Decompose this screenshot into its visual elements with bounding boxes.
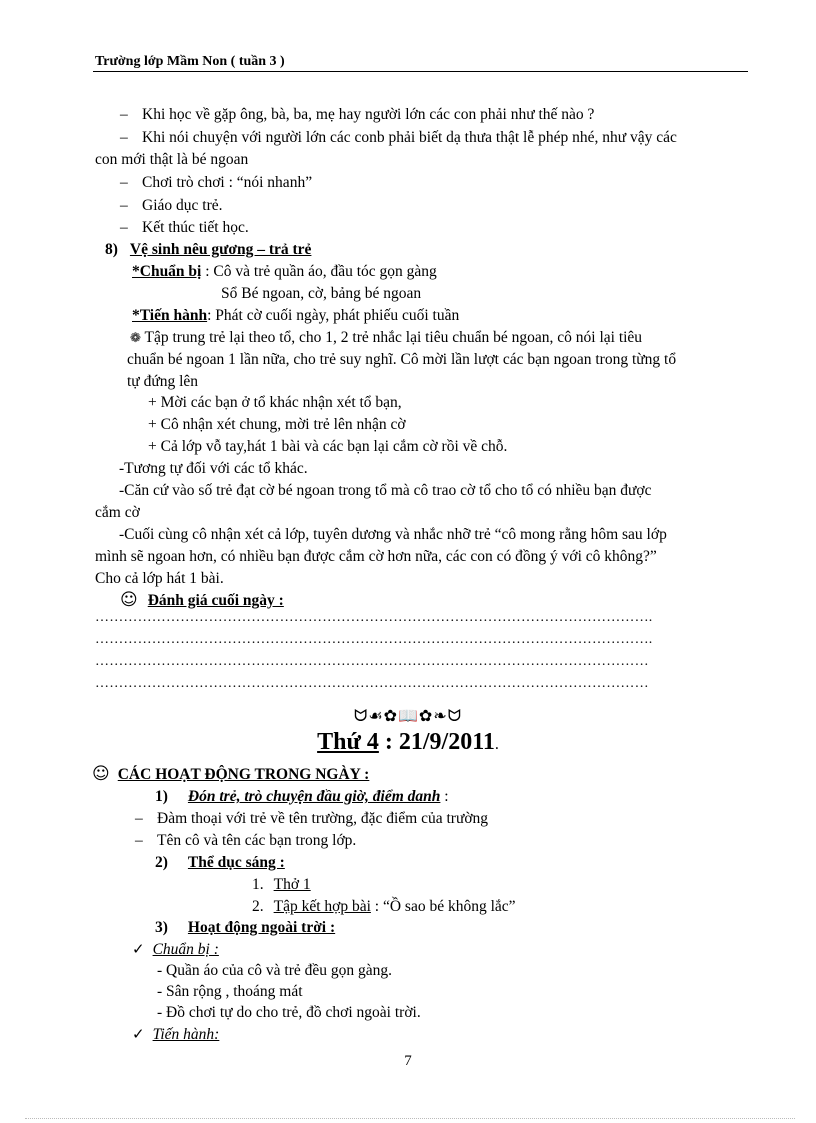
checklist-label: Chuẩn bị : [152, 941, 219, 958]
paragraph-line: cắm cờ [95, 504, 140, 521]
subsection-heading [155, 918, 335, 938]
dash-icon: – [135, 832, 143, 849]
day-title [0, 729, 816, 756]
dotted-line: ………………………………………………………………………………………………………. [95, 632, 653, 647]
dash-icon: – [120, 129, 128, 146]
activities-heading-text: CÁC HOẠT ĐỘNG TRONG NGÀY : [117, 766, 370, 783]
paragraph-text: Tập trung trẻ lại theo tổ, cho 1, 2 trẻ nhắc lại tiêu chuẩn bé ngoan, cô nói lại tiêu [140, 329, 643, 346]
list-item [120, 128, 677, 148]
subsection-title: Hoạt động ngoài trời : [187, 919, 336, 936]
checklist-heading [132, 1024, 219, 1045]
prep-item: - Đồ chơi tự do cho trẻ, đồ chơi ngoài trời. [157, 1004, 421, 1021]
prep-item: - Sân rộng , thoáng mát [157, 983, 303, 1000]
list-item-text: Tên cô và tên các bạn trong lớp. [157, 832, 357, 849]
plus-item: + Cả lớp vỗ tay,hát 1 bài và các bạn lại cắm cờ rồi về chỗ. [148, 438, 508, 455]
page-header-title: Trường lớp Mầm Non ( tuần 3 ) [95, 54, 285, 69]
evaluation-label: Đánh giá cuối ngày : [147, 592, 284, 609]
checklist-heading [132, 939, 219, 960]
section-number: 8) [105, 241, 118, 258]
paragraph-line: chuẩn bé ngoan 1 lần nữa, cho trẻ suy nghĩ. Cô mời lần lượt các bạn ngoan trong từng tổ [127, 351, 677, 368]
paragraph-line: Cho cả lớp hát 1 bài. [95, 570, 224, 587]
prep-text: : Cô và trẻ quần áo, đầu tóc gọn gàng [201, 263, 437, 280]
checklist-label: Tiến hành: [152, 1026, 220, 1043]
day-label: Thứ 4 [317, 729, 379, 755]
dash-icon: – [120, 106, 128, 123]
list-item-text: Khi nói chuyện với người lớn các conb phải biết dạ thưa thật lễ phép nhé, như vậy các [142, 129, 677, 146]
subsection-number: 2) [155, 854, 168, 871]
paragraph-line: -Căn cứ vào số trẻ đạt cờ bé ngoan trong tổ mà cô trao cờ tổ cho tổ có nhiều bạn được [119, 482, 652, 499]
prep-line [132, 262, 437, 282]
list-item-text: Đàm thoại với trẻ về tên trường, đặc điểm của trường [157, 810, 489, 827]
list-item-text: Khi học về gặp ông, bà, ba, mẹ hay người lớn các con phải như thế nào ? [142, 106, 595, 123]
list-item [135, 831, 356, 851]
subsection-number: 3) [155, 919, 168, 936]
day-date: : 21/9/2011 [378, 729, 495, 755]
paragraph [130, 328, 642, 349]
item-text: Thở 1 [273, 876, 311, 893]
subsection-title: Thể dục sáng : [187, 854, 285, 871]
dotted-line: ……………………………………………………………………………………………………… [95, 654, 649, 669]
dash-icon: – [135, 810, 143, 827]
dash-icon: – [120, 174, 128, 191]
day-trail: . [494, 736, 499, 753]
list-item [120, 218, 249, 238]
item-text: : “Ồ sao bé không lắc” [370, 898, 516, 915]
activities-heading [92, 764, 369, 785]
numbered-item [252, 875, 311, 895]
flower-icon: ❁ [130, 331, 141, 346]
prep-line-2: Sổ Bé ngoan, cờ, bảng bé ngoan [221, 285, 422, 302]
subsection-number: 1) [155, 788, 168, 805]
item-number: 1. [252, 876, 264, 893]
numbered-item [252, 897, 516, 917]
procedure-line [132, 306, 459, 326]
ornament-divider: ᗢ☙✿📖✿❧ᗢ [353, 706, 463, 725]
list-item [120, 105, 594, 125]
procedure-text: : Phát cờ cuối ngày, phát phiếu cuối tuần [207, 307, 460, 324]
prep-label: *Chuẩn bị [132, 263, 202, 280]
dotted-line: ………………………………………………………………………………………………………. [95, 610, 653, 625]
header-rule [93, 71, 748, 72]
subsection-heading [155, 853, 285, 873]
paragraph-line: mình sẽ ngoan hơn, có nhiều bạn được cắm cờ hơn nữa, các con có đồng ý với cô không?” [95, 548, 657, 565]
list-item [120, 196, 222, 216]
procedure-label: *Tiến hành [132, 307, 208, 324]
list-item [135, 809, 488, 829]
plus-item: + Mời các bạn ở tổ khác nhận xét tổ bạn, [148, 394, 402, 411]
list-item-text: Kết thúc tiết học. [142, 219, 249, 236]
plus-item: + Cô nhận xét chung, mời trẻ lên nhận cờ [148, 416, 406, 433]
paragraph-line: tự đứng lên [127, 373, 199, 390]
dash-icon: – [120, 197, 128, 214]
item-text-underlined: Tập kết hợp bài [273, 898, 371, 915]
subsection-title: Đón trẻ, trò chuyện đầu giờ, điểm danh [187, 788, 441, 805]
prep-item: - Quần áo của cô và trẻ đều gọn gàng. [157, 962, 392, 979]
paragraph-line: -Cuối cùng cô nhận xét cả lớp, tuyên dương và nhắc nhỡ trẻ “cô mong rằng hôm sau lớp [119, 526, 667, 543]
checkmark-icon: ✓ [132, 940, 145, 958]
list-item [120, 173, 312, 193]
dash-icon: – [120, 219, 128, 236]
subsection-trail: : [440, 788, 449, 805]
evaluation-heading [120, 590, 284, 611]
page-number: 7 [404, 1053, 412, 1069]
smile-icon: ☺ [120, 590, 138, 610]
subsection-heading [155, 787, 449, 807]
list-item-continuation: con mới thật là bé ngoan [95, 151, 249, 168]
section-heading [105, 240, 311, 260]
item-number: 2. [252, 898, 264, 915]
bottom-rule [25, 1118, 795, 1119]
checkmark-icon: ✓ [132, 1025, 145, 1043]
list-item-text: Giáo dục trẻ. [142, 197, 223, 214]
section-title: Vệ sinh nêu gương – trả trẻ [129, 241, 312, 258]
paragraph-line: -Tương tự đối với các tổ khác. [119, 460, 308, 477]
dotted-line: ……………………………………………………………………………………………………… [95, 676, 649, 691]
smile-icon: ☺ [92, 764, 110, 784]
list-item-text: Chơi trò chơi : “nói nhanh” [142, 174, 313, 191]
